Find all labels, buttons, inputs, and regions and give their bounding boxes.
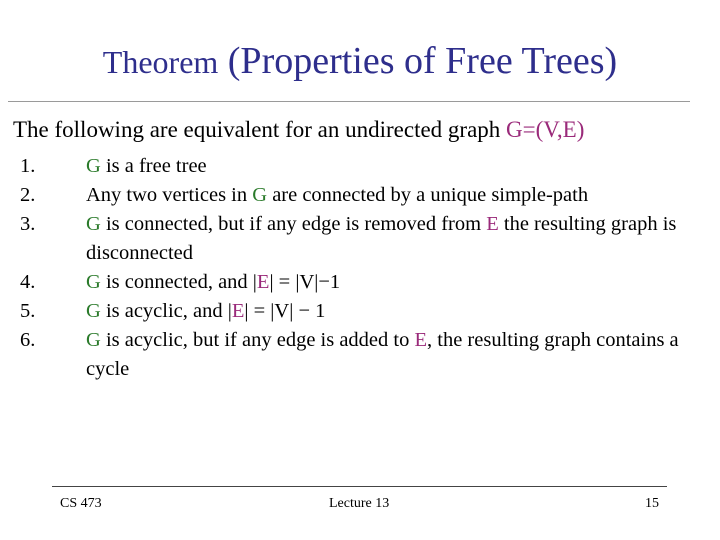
list-item-number: 2. — [20, 184, 36, 206]
list-item-text: | = |V|−1 — [269, 271, 341, 293]
list-item-text: is a free tree — [100, 155, 207, 177]
list-item — [20, 210, 706, 268]
intro-text: The following are equivalent for an undirected graph — [13, 117, 507, 142]
graph-variable: G — [86, 300, 101, 322]
list-item-number: 6. — [20, 329, 36, 351]
list-item-text: the resulting graph is disconnected — [86, 213, 677, 264]
list-item — [20, 181, 706, 210]
equivalence-list — [20, 152, 706, 384]
graph-variable: G — [86, 329, 101, 351]
intro-graph: G=(V,E) — [506, 117, 585, 142]
list-item-text: , the resulting graph contains a cycle — [86, 329, 679, 380]
list-item-number: 4. — [20, 271, 36, 293]
list-item-number: 1. — [20, 155, 36, 177]
graph-variable: G — [252, 184, 268, 206]
list-item-text: are connected by a unique simple-path — [267, 184, 589, 206]
list-item — [20, 152, 706, 181]
graph-variable: G — [86, 213, 101, 235]
edge-set-variable: E — [256, 271, 270, 293]
list-item-number: 5. — [20, 300, 36, 322]
graph-variable: G — [86, 155, 101, 177]
list-item — [20, 326, 706, 384]
slide-title — [0, 38, 720, 85]
footer-course: CS 473 — [60, 496, 102, 511]
footer-divider — [52, 486, 667, 487]
footer-lecture: Lecture 13 — [329, 496, 390, 511]
list-item — [20, 268, 706, 297]
edge-set-variable: E — [486, 213, 499, 235]
title-subject: (Properties of Free Trees) — [227, 40, 618, 82]
list-item-text: is connected, but if any edge is removed from — [100, 213, 487, 235]
footer-page-number: 15 — [645, 496, 659, 511]
intro-line — [13, 115, 584, 145]
title-theorem: Theorem — [102, 44, 219, 80]
list-item-number: 3. — [20, 213, 36, 235]
list-item — [20, 297, 706, 326]
graph-variable: G — [86, 271, 101, 293]
edge-set-variable: E — [414, 329, 428, 351]
title-divider — [8, 101, 690, 102]
list-item-text: | = |V| − 1 — [244, 300, 326, 322]
list-item-text: is connected, and | — [100, 271, 257, 293]
list-item-text: is acyclic, but if any edge is added to — [100, 329, 415, 351]
list-item-text: is acyclic, and | — [100, 300, 232, 322]
list-item-text: Any two vertices in — [86, 184, 253, 206]
edge-set-variable: E — [231, 300, 245, 322]
